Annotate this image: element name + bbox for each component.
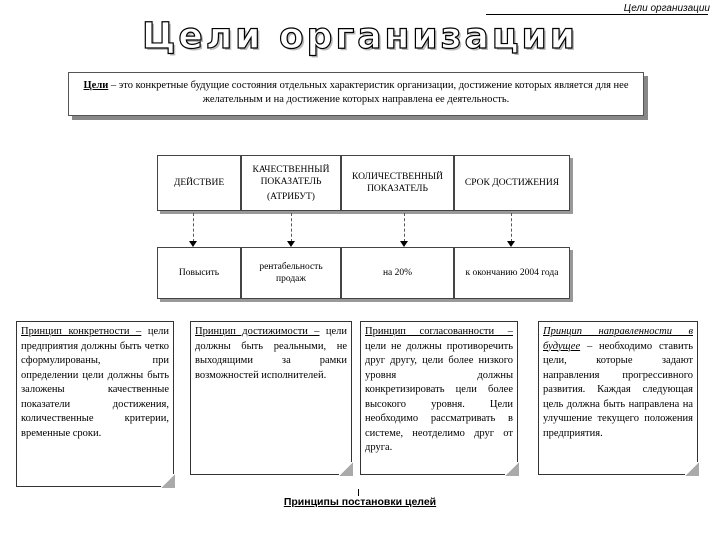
- attribute-label: ДЕЙСТВИЕ: [173, 178, 225, 188]
- arrow-line: [193, 213, 194, 242]
- example-value: Повысить: [178, 268, 220, 278]
- arrow-line: [511, 213, 512, 242]
- principle-lead: Принцип направленности в будущее: [543, 326, 693, 352]
- principles-caption: Принципы постановки целей: [283, 496, 437, 508]
- definition-text: – это конкретные будущие состояния отдельных характеристик организации, достижение которых является для нее желательным и на достижение которых направлена ее деятельность.: [108, 80, 629, 105]
- definition-box: [68, 72, 644, 116]
- principle-text: цели должны быть реальными, не выходящими за рамки возможностей исполнителей.: [195, 326, 347, 381]
- page-curl-icon: [505, 462, 519, 476]
- principle-note-achievability: [190, 321, 352, 475]
- attribute-label: СРОК ДОСТИЖЕНИЯ: [464, 178, 560, 188]
- principle-text: цели предприятия должны быть четко сформулированы, при определении цели должны быть заложены качественные показатели достижения, количественные критерии, временные сроки.: [21, 326, 169, 439]
- attribute-box-deadline: [454, 155, 570, 211]
- principle-lead: Принцип согласованности –: [365, 326, 513, 337]
- attribute-box-quantity: [341, 155, 454, 211]
- arrow-line: [291, 213, 292, 242]
- example-box-quantity: [341, 247, 454, 299]
- page-curl-icon: [339, 462, 353, 476]
- attribute-box-action: [157, 155, 241, 211]
- attribute-box-quality: [241, 155, 341, 211]
- attribute-label: КАЧЕСТВЕННЫЙ ПОКАЗАТЕЛЬ: [252, 164, 330, 187]
- principle-note-consistency: [360, 321, 518, 475]
- page-curl-icon: [161, 474, 175, 488]
- footer-connector: [358, 489, 359, 496]
- principle-note-concreteness: [16, 321, 174, 487]
- example-value: на 20%: [382, 268, 413, 278]
- arrow-line: [404, 213, 405, 242]
- example-value: рентабельность продаж: [259, 262, 323, 284]
- example-value: к окончанию 2004 года: [465, 268, 559, 278]
- principle-text: цели не должны противоречить друг другу, цели более низкого уровня должны конкретизировать цели более высокого уровня. Цели необходимо рассматривать в системе, неотделимо друг от друга.: [365, 340, 513, 453]
- page-title: Цели организации: [142, 16, 578, 57]
- page-curl-icon: [685, 462, 699, 476]
- principle-lead: Принцип достижимости –: [195, 326, 320, 337]
- example-box-deadline: [454, 247, 570, 299]
- header-rule: [486, 14, 708, 15]
- attribute-sublabel: (АТРИБУТ): [267, 191, 315, 202]
- example-box-action: [157, 247, 241, 299]
- attribute-label: КОЛИЧЕСТВЕННЫЙ ПОКАЗАТЕЛЬ: [352, 172, 443, 194]
- running-header: Цели организации: [623, 3, 710, 14]
- principle-lead: Принцип конкретности –: [21, 326, 142, 337]
- principle-text: – необходимо ставить цели, которые задают направления прогрессивного развития. Каждая следующая цель должна быть направлена на улучшение текущего положения предприятия.: [543, 340, 693, 439]
- definition-term: Цели: [83, 80, 109, 91]
- principle-note-future: [538, 321, 698, 475]
- example-box-quality: [241, 247, 341, 299]
